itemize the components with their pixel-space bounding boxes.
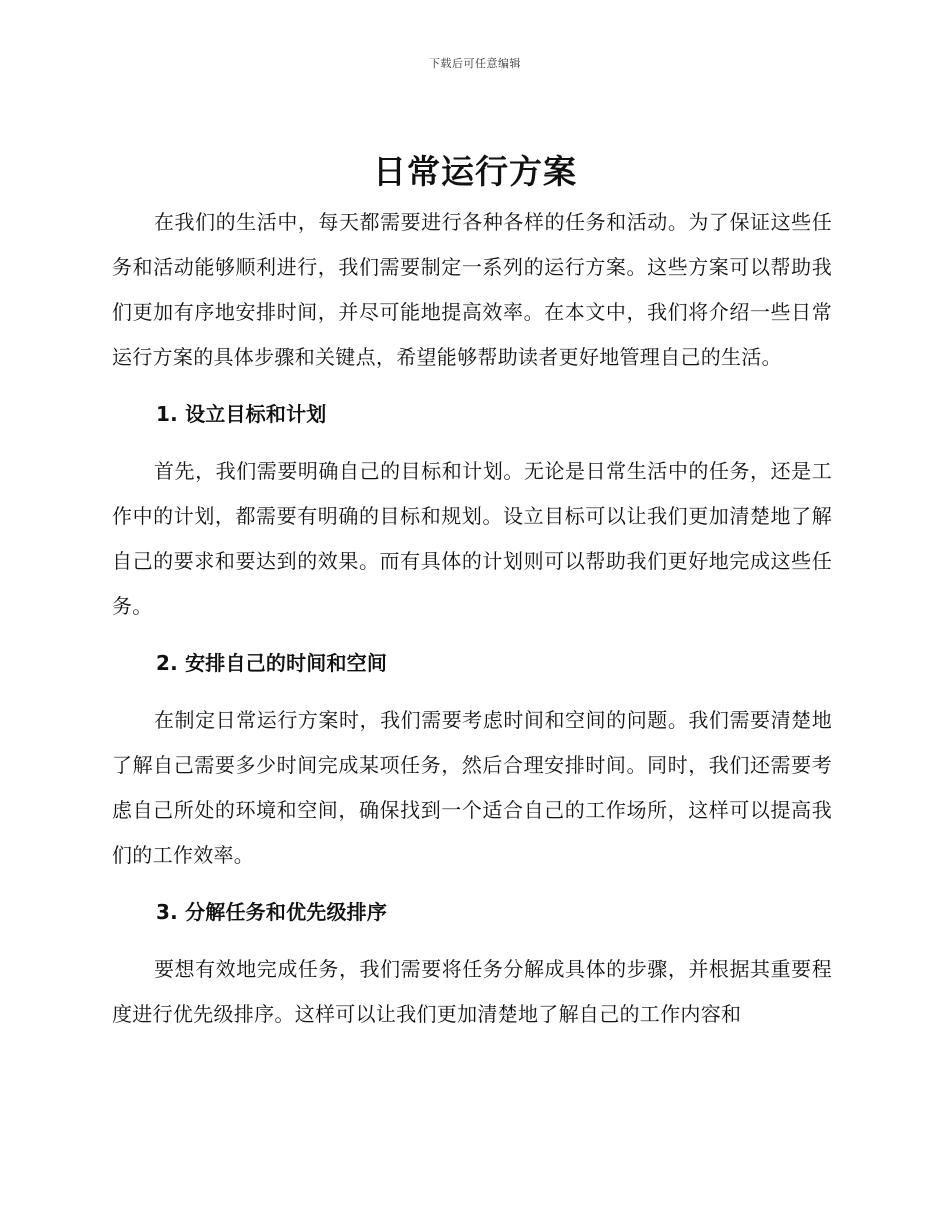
section-1 xyxy=(112,392,832,629)
document-body xyxy=(112,200,832,1037)
section-2 xyxy=(112,641,832,878)
section-3 xyxy=(112,890,832,1037)
section-heading: 3. 分解任务和优先级排序 xyxy=(156,900,388,924)
section-heading: 1. 设立目标和计划 xyxy=(156,402,327,426)
section-paragraph: 要想有效地完成任务，我们需要将任务分解成具体的步骤，并根据其重要程度进行优先级排序。这样可以让我们更加清楚地了解自己的工作内容和 xyxy=(112,957,832,1026)
section-paragraph: 在制定日常运行方案时，我们需要考虑时间和空间的问题。我们需要清楚地了解自己需要多少时间完成某项任务，然后合理安排时间。同时，我们还需要考虑自己所处的环境和空间，确保找到一个适合自己的工作场所，这样可以提高我们的工作效率。 xyxy=(112,708,832,867)
section-paragraph: 首先，我们需要明确自己的目标和计划。无论是日常生活中的任务，还是工作中的计划，都需要有明确的目标和规划。设立目标可以让我们更加清楚地了解自己的要求和要达到的效果。而有具体的计划则可以帮助我们更好地完成这些任务。 xyxy=(112,459,832,618)
intro-paragraph: 在我们的生活中，每天都需要进行各种各样的任务和活动。为了保证这些任务和活动能够顺利进行，我们需要制定一系列的运行方案。这些方案可以帮助我们更加有序地安排时间，并尽可能地提高效率。在本文中，我们将介绍一些日常运行方案的具体步骤和关键点，希望能够帮助读者更好地管理自己的生活。 xyxy=(112,210,832,369)
document-title: 日常运行方案 xyxy=(373,152,577,191)
header-note: 下载后可任意编辑 xyxy=(429,57,521,70)
section-heading: 2. 安排自己的时间和空间 xyxy=(156,651,388,675)
